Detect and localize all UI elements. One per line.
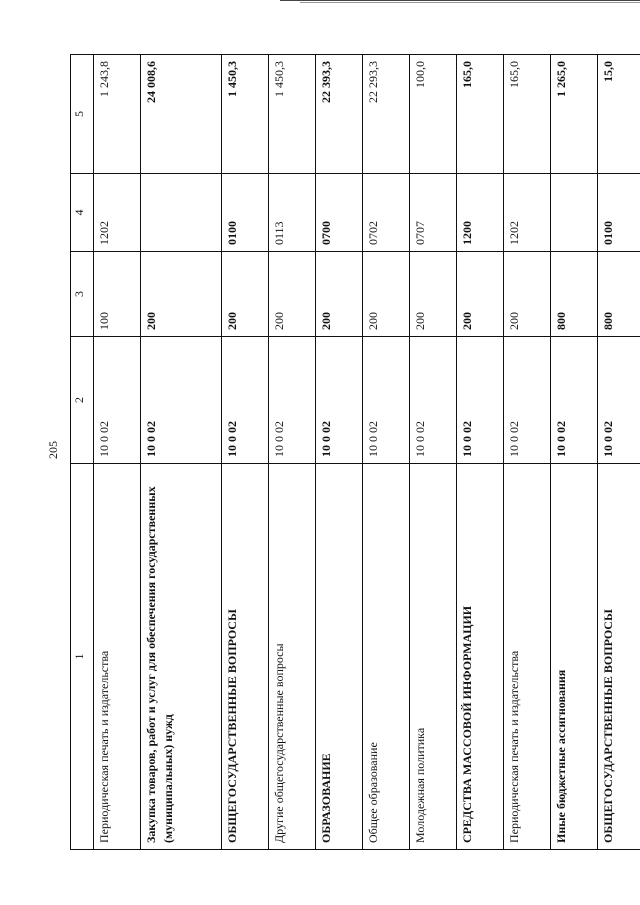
column-header-amount: 5 xyxy=(71,55,94,174)
row-expense-type-cell: 200 xyxy=(222,252,269,337)
row-target-code-cell: 10 0 02 xyxy=(504,337,551,464)
row-target-code-cell: 10 0 02 xyxy=(316,337,363,464)
row-amount-cell: 165,0 xyxy=(457,55,504,174)
row-amount-cell: 1 450,3 xyxy=(269,55,316,174)
row-name-cell: Молодежная политика xyxy=(410,464,457,850)
row-expense-type-cell: 200 xyxy=(141,252,222,337)
row-name-cell: Другие общегосударственные вопросы xyxy=(269,464,316,850)
table-row xyxy=(141,55,222,850)
row-target-code-cell: 10 0 02 xyxy=(269,337,316,464)
scan-edge-line xyxy=(300,2,640,3)
budget-table xyxy=(70,54,640,850)
row-section-cell: 1200 xyxy=(457,174,504,252)
row-target-code-cell: 10 0 02 xyxy=(94,337,141,464)
column-header-target-code: 2 xyxy=(71,337,94,464)
row-amount-cell: 24 008,6 xyxy=(141,55,222,174)
row-expense-type-cell: 200 xyxy=(316,252,363,337)
table-row xyxy=(457,55,504,850)
column-header-name: 1 xyxy=(71,464,94,850)
header-row xyxy=(71,55,94,850)
row-section-cell: 0700 xyxy=(316,174,363,252)
row-target-code-cell: 10 0 02 xyxy=(457,337,504,464)
table-row xyxy=(316,55,363,850)
row-name-cell: Закупка товаров, работ и услуг для обеспечения государственных (муниципальных) нужд xyxy=(141,464,222,850)
row-amount-cell: 22 293,3 xyxy=(363,55,410,174)
row-expense-type-cell: 200 xyxy=(504,252,551,337)
row-name-cell: ОБЩЕГОСУДАРСТВЕННЫЕ ВОПРОСЫ xyxy=(222,464,269,850)
row-name-cell: ОБРАЗОВАНИЕ xyxy=(316,464,363,850)
row-section-cell: 0100 xyxy=(222,174,269,252)
scan-edge-line xyxy=(280,0,640,1)
row-amount-cell: 1 450,3 xyxy=(222,55,269,174)
row-amount-cell: 1 243,8 xyxy=(94,55,141,174)
table-row xyxy=(551,55,598,850)
table-row xyxy=(410,55,457,850)
row-target-code-cell: 10 0 02 xyxy=(598,337,640,464)
rotated-table-container xyxy=(70,55,615,850)
row-target-code-cell: 10 0 02 xyxy=(551,337,598,464)
table-row xyxy=(269,55,316,850)
row-expense-type-cell: 800 xyxy=(598,252,640,337)
row-target-code-cell: 10 0 02 xyxy=(222,337,269,464)
row-amount-cell: 100,0 xyxy=(410,55,457,174)
row-expense-type-cell: 200 xyxy=(457,252,504,337)
row-name-cell: Иные бюджетные ассигнования xyxy=(551,464,598,850)
row-section-cell: 0113 xyxy=(269,174,316,252)
page-number: 205 xyxy=(46,441,60,459)
row-name-cell: Общее образование xyxy=(363,464,410,850)
row-section-cell xyxy=(141,174,222,252)
table-row xyxy=(504,55,551,850)
row-section-cell xyxy=(551,174,598,252)
table-row xyxy=(363,55,410,850)
table-row xyxy=(94,55,141,850)
column-header-section: 4 xyxy=(71,174,94,252)
row-target-code-cell: 10 0 02 xyxy=(363,337,410,464)
table-row xyxy=(222,55,269,850)
row-amount-cell: 22 393,3 xyxy=(316,55,363,174)
row-section-cell: 0100 xyxy=(598,174,640,252)
row-expense-type-cell: 200 xyxy=(269,252,316,337)
row-target-code-cell: 10 0 02 xyxy=(141,337,222,464)
row-section-cell: 0707 xyxy=(410,174,457,252)
row-expense-type-cell: 800 xyxy=(551,252,598,337)
row-section-cell: 1202 xyxy=(504,174,551,252)
row-name-cell: ОБЩЕГОСУДАРСТВЕННЫЕ ВОПРОСЫ xyxy=(598,464,640,850)
row-section-cell: 0702 xyxy=(363,174,410,252)
row-target-code-cell: 10 0 02 xyxy=(410,337,457,464)
row-name-cell: СРЕДСТВА МАССОВОЙ ИНФОРМАЦИИ xyxy=(457,464,504,850)
row-amount-cell: 15,0 xyxy=(598,55,640,174)
row-amount-cell: 1 265,0 xyxy=(551,55,598,174)
row-expense-type-cell: 100 xyxy=(94,252,141,337)
row-amount-cell: 165,0 xyxy=(504,55,551,174)
row-section-cell: 1202 xyxy=(94,174,141,252)
row-name-cell: Периодическая печать и издательства xyxy=(504,464,551,850)
column-header-expense-type: 3 xyxy=(71,252,94,337)
row-expense-type-cell: 200 xyxy=(363,252,410,337)
row-expense-type-cell: 200 xyxy=(410,252,457,337)
table-row xyxy=(598,55,640,850)
table-body xyxy=(94,55,640,850)
row-name-cell: Периодическая печать и издательства xyxy=(94,464,141,850)
